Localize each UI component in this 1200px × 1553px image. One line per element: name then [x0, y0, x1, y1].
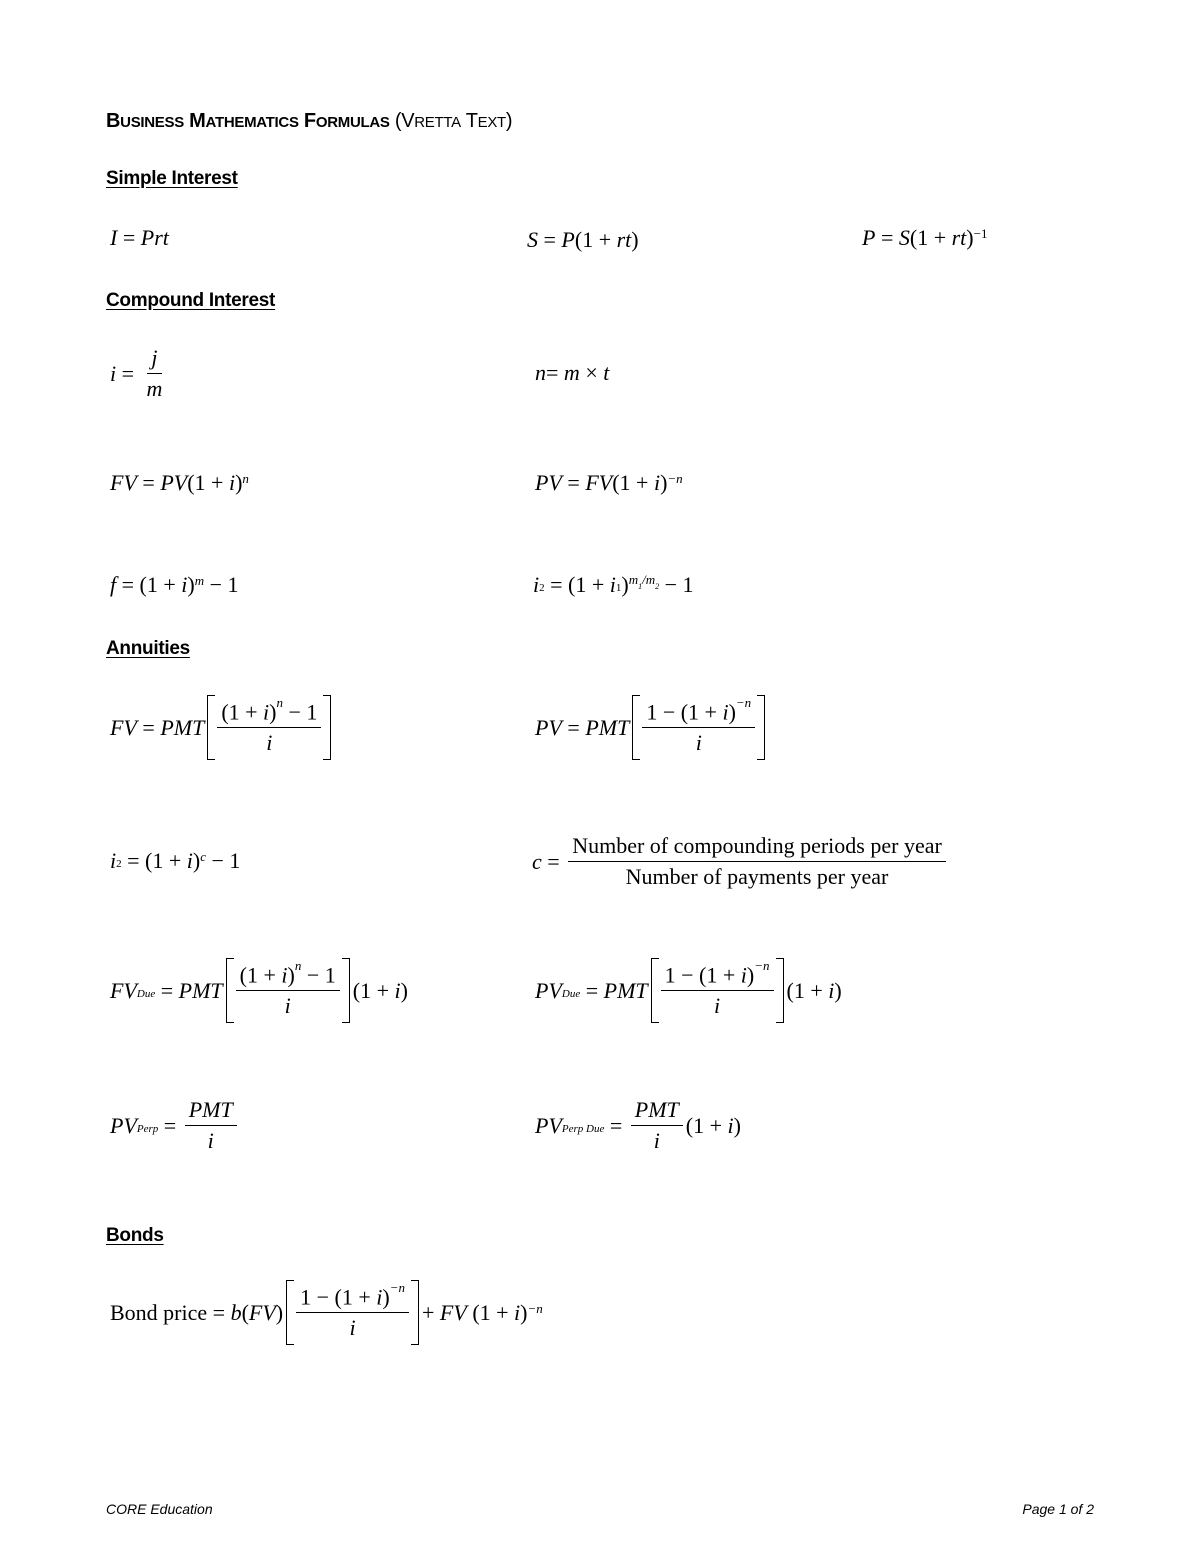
formula-annuity-due-pv: PV $_{Due}$ = PMT $\frac{1 - (1 + i)^{-n}}{i}$ (1 + i ): [535, 958, 842, 1023]
heading-annuities: Annuities: [106, 638, 190, 659]
heading-bonds: Bonds: [106, 1225, 164, 1246]
heading-compound-interest: Compound Interest: [106, 290, 276, 311]
formula-perpetuity-pv: PV $_{Perp}$ = $\frac{\text{PMT}}{i}$: [110, 1097, 240, 1154]
formula-present-value: PV = FV (1 + i ) $^{-n}$: [535, 470, 683, 495]
formula-maturity-value: S = P (1 + rt ): [527, 227, 639, 252]
footer-page-number: Page 1 of 2: [1022, 1501, 1094, 1517]
formula-c-ratio: c = $\frac{\text{Number of compounding periods per year}}{\text{Number of payments per year}}$: [532, 833, 949, 890]
formula-annuity-due-fv: FV $_{Due}$ = PMT $\frac{(1 + i)^n - 1}{i}$ (1 + i ): [110, 958, 408, 1023]
c-denominator: Number of payments per year: [625, 864, 889, 889]
formula-perpetuity-due-pv: PV $_{Perp Due}$ = $\frac{\text{PMT}}{i}$ (1 + i ): [535, 1097, 741, 1153]
formula-simple-interest: I = Prt: [110, 225, 169, 250]
c-numerator: Number of compounding periods per year: [568, 833, 946, 862]
formula-future-value: FV = PV (1 + i ) $^n$: [110, 470, 249, 495]
heading-simple-interest: Simple Interest: [106, 168, 238, 189]
formula-annuity-fv: FV = PMT $\frac{(1 + i)^n - 1}{i}$: [110, 695, 334, 760]
formula-periodic-rate: i = $\frac{j}{m}$: [110, 345, 163, 401]
formula-bond-price: Bond price = b ( FV ) $\frac{1 - (1 + i)^{-n}}{i}$ + FV (1 + i ) $^{-n}$: [110, 1280, 543, 1345]
footer-organization: CORE Education: [106, 1501, 213, 1517]
formula-rate-per-payment: i $_2$ = (1 + i ) $^c$ − 1: [110, 848, 241, 873]
formula-effective-rate: f = (1 + i ) $^m$ − 1: [110, 572, 239, 597]
formula-equivalent-rate: i $_2$ = (1 + i $_1$ ) $^{m_1 /m_2}$ − 1: [533, 572, 694, 597]
formula-principal: P = S (1 + rt ) $^{-1}$: [862, 225, 988, 250]
document-title: BUSINESS MATHEMATICS FORMULAS (VRETTA TEXT): [106, 110, 513, 132]
formula-annuity-pv: PV = PMT $\frac{1 - (1 + i)^{-n}}{i}$: [535, 695, 768, 760]
formula-number-of-periods: n = m × t: [535, 360, 610, 385]
